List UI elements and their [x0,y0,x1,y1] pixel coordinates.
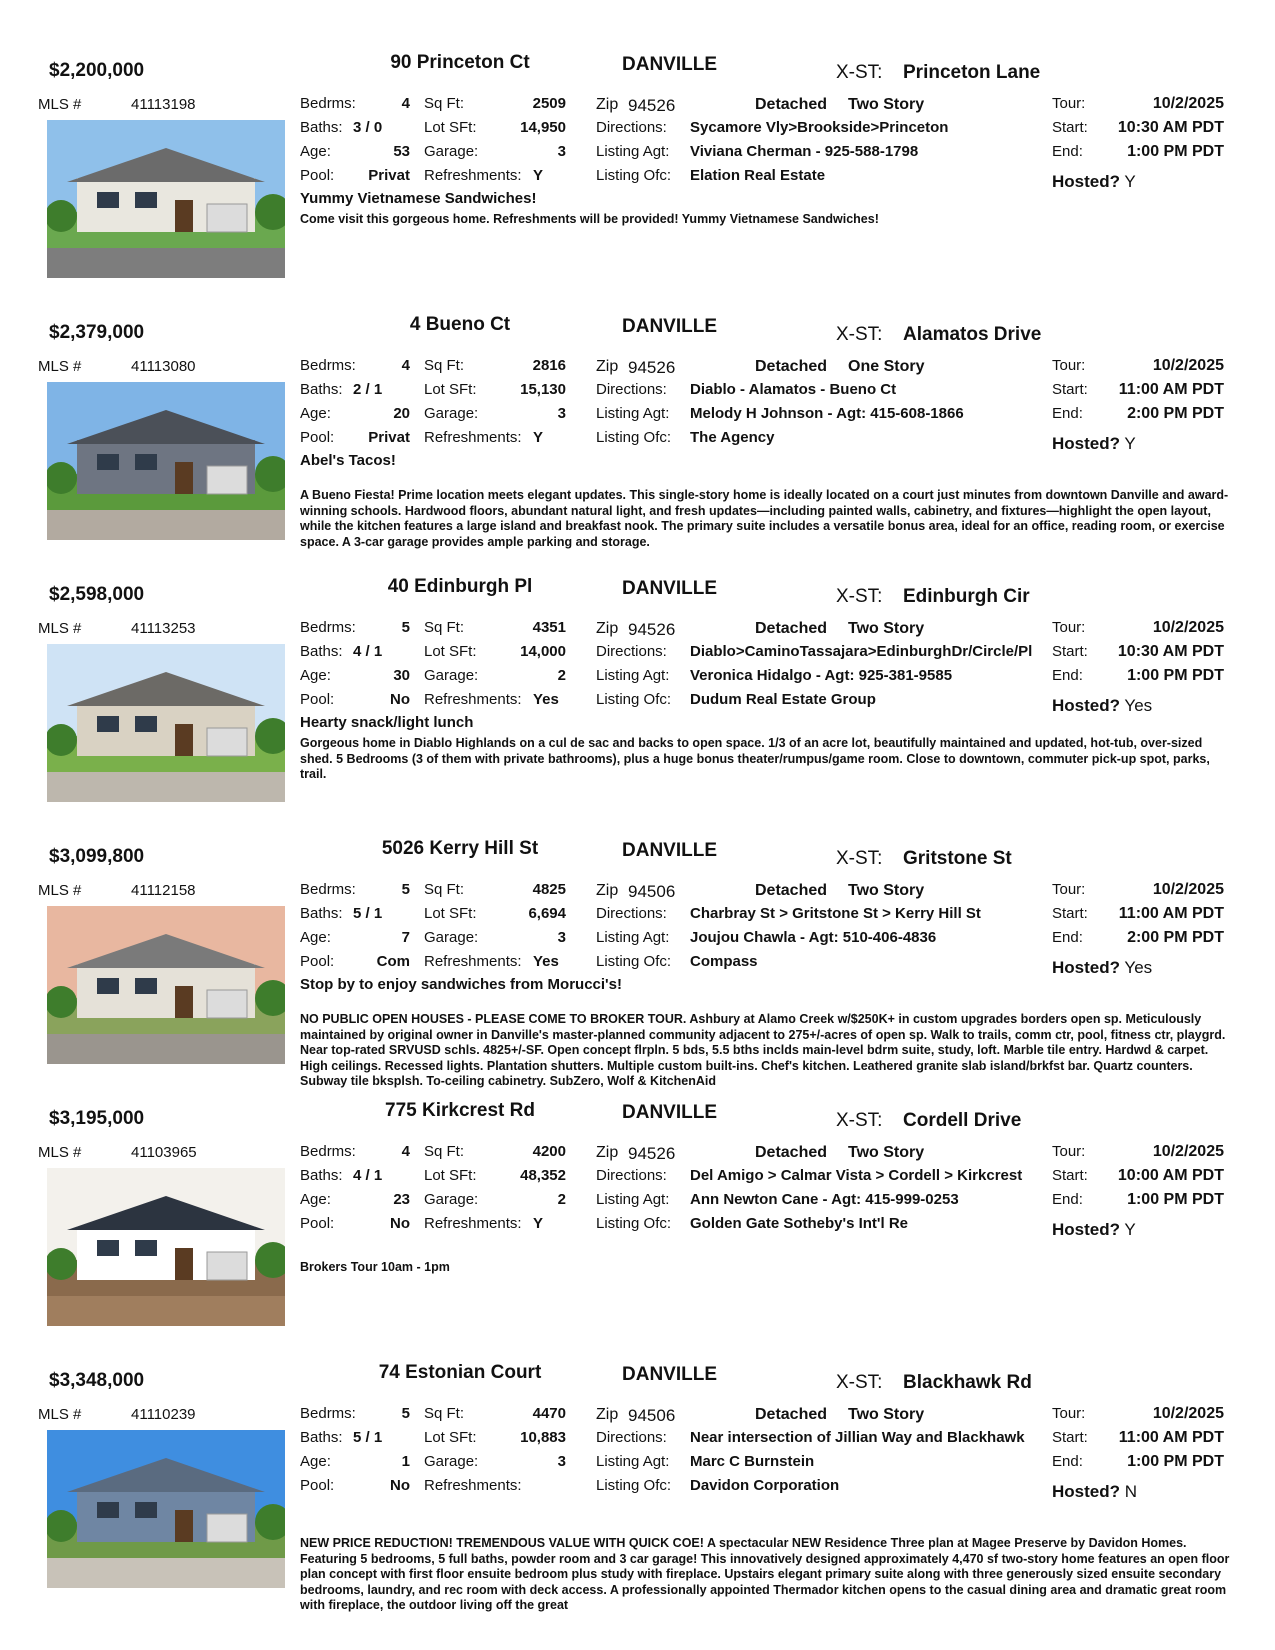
zip-value: 94526 [628,358,676,377]
property-type: Detached [755,1406,828,1423]
house-photo-illustration [47,1430,285,1588]
zip-value: 94526 [628,620,676,639]
hosted-row [1052,172,1136,192]
garage-value: 3 [557,405,566,422]
listing-office-label: Listing Ofc: [596,1215,672,1232]
garage-label: Garage: [424,667,479,684]
tour-date: 10/2/2025 [1152,1405,1224,1422]
age-label: Age: [300,929,331,946]
listing-office-value: Elation Real Estate [690,167,826,184]
refreshments-value: Y [533,1215,544,1232]
bedrooms-value: 5 [401,881,410,898]
listing-office-label: Listing Ofc: [596,1477,672,1494]
hosted-label: Hosted? [1052,172,1120,191]
age-value: 23 [393,1191,410,1208]
start-time: 11:00 AM PDT [1118,905,1224,922]
baths-value: 5 / 1 [353,1429,383,1446]
zip-label: Zip [596,358,619,375]
lot-sqft-label: Lot SFt: [424,1429,477,1446]
address: 74 Estonian Court [378,1362,542,1383]
garage-value: 3 [557,1453,566,1470]
listing-agent-label: Listing Agt: [596,1191,670,1208]
refreshments-label: Refreshments: [424,167,522,184]
lot-sqft-label: Lot SFt: [424,905,477,922]
mls-number: 41112158 [131,882,196,899]
stories: Two Story [848,96,925,113]
sqft-value: 2509 [532,95,566,112]
mls-number: 41113080 [131,358,196,375]
open-house-note: Abel's Tacos! [300,452,396,469]
listing-agent-value: Veronica Hidalgo - Agt: 925-381-9585 [690,667,953,684]
zip-label: Zip [596,882,619,899]
refreshments-value: Y [533,167,544,184]
garage-value: 3 [557,929,566,946]
baths-label: Baths: [300,1167,343,1184]
pool-label: Pool: [300,1477,335,1494]
address: 4 Bueno Ct [409,314,511,335]
sqft-value: 4351 [532,619,566,636]
property-photo [47,644,285,802]
age-label: Age: [300,1453,331,1470]
age-value: 1 [401,1453,410,1470]
bedrooms-label: Bedrms: [300,619,356,636]
bedrooms-label: Bedrms: [300,881,356,898]
cross-street-value: Cordell Drive [903,1110,1022,1131]
end-label: End: [1052,667,1083,684]
cross-street-value: Alamatos Drive [903,324,1042,345]
tour-label: Tour: [1052,1143,1086,1160]
address: 775 Kirkcrest Rd [385,1100,535,1121]
end-label: End: [1052,405,1083,422]
listing-agent-label: Listing Agt: [596,405,670,422]
garage-label: Garage: [424,405,479,422]
start-label: Start: [1052,1167,1088,1184]
zip-label: Zip [596,620,619,637]
sqft-label: Sq Ft: [424,1143,465,1160]
baths-value: 3 / 0 [353,119,383,136]
open-house-note: Hearty snack/light lunch [300,714,474,731]
zip-label: Zip [596,96,619,113]
hosted-row [1052,958,1152,978]
price: $2,598,000 [49,584,145,605]
end-time: 1:00 PM PDT [1127,1191,1224,1208]
pool-label: Pool: [300,1215,335,1232]
garage-label: Garage: [424,1453,479,1470]
mls-label: MLS # [38,1144,82,1161]
directions-label: Directions: [596,905,667,922]
tour-label: Tour: [1052,95,1086,112]
price: $3,348,000 [49,1370,145,1391]
mls-label: MLS # [38,620,82,637]
cross-street-label: X-ST: [836,1110,883,1131]
listing-office-value: Golden Gate Sotheby's Int'l Re [690,1215,908,1232]
lot-sqft-label: Lot SFt: [424,381,477,398]
directions-value: Diablo>CaminoTassajara>EdinburghDr/Circle/Pl [690,643,1033,660]
end-time: 2:00 PM PDT [1127,929,1224,946]
garage-label: Garage: [424,929,479,946]
listing-description: NEW PRICE REDUCTION! TREMENDOUS VALUE WITH QUICK COE! A spectacular NEW Residence Three plan at Magee Preserve by Davidon Homes. Featuring 5 bedrooms, 5 full baths, powder room and 3 car garage! This innovatively designed approximately 4,470 sf two-story home features an open floor plan concept with first floor ensuite bedroom plus study with fireplace. Upstairs elegant primary suite along with three generously sized ensuite secondary bedrooms, laundry, and rec room with deck access. A professionally appointed Thermador kitchen opens to the casual dining area and dramatic great room with fireplace, the outdoor living off the great [300,1536,1230,1612]
hosted-label: Hosted? [1052,434,1120,453]
cross-street-value: Edinburgh Cir [903,586,1030,607]
city: DANVILLE [622,316,717,337]
bedrooms-value: 4 [401,357,410,374]
listing-office-value: Dudum Real Estate Group [690,691,876,708]
price: $2,200,000 [49,60,145,81]
refreshments-value: Y [533,429,544,446]
age-label: Age: [300,667,331,684]
tour-date: 10/2/2025 [1152,95,1224,112]
pool-value: No [390,691,410,708]
end-time: 1:00 PM PDT [1127,1453,1224,1470]
lot-sqft-value: 14,000 [520,643,566,660]
property-type: Detached [755,1144,828,1161]
sqft-value: 2816 [532,357,566,374]
garage-value: 2 [557,1191,566,1208]
pool-label: Pool: [300,167,335,184]
house-photo-illustration [47,1168,285,1326]
sqft-value: 4470 [532,1405,566,1422]
cross-street-value: Princeton Lane [903,62,1041,83]
bedrooms-value: 5 [401,619,410,636]
tour-label: Tour: [1052,881,1086,898]
listing-card [0,1348,1275,1612]
mls-number: 41113198 [131,96,196,113]
directions-label: Directions: [596,119,667,136]
listing-agent-label: Listing Agt: [596,929,670,946]
stories: Two Story [848,620,925,637]
lot-sqft-value: 15,130 [520,381,566,398]
pool-label: Pool: [300,691,335,708]
tour-date: 10/2/2025 [1152,357,1224,374]
bedrooms-label: Bedrms: [300,1143,356,1160]
house-photo-illustration [47,644,285,802]
garage-value: 3 [557,143,566,160]
bedrooms-label: Bedrms: [300,95,356,112]
listing-description: Brokers Tour 10am - 1pm [300,1260,450,1274]
garage-value: 2 [557,667,566,684]
listing-office-value: Davidon Corporation [690,1477,840,1494]
hosted-row [1052,434,1136,454]
end-time: 2:00 PM PDT [1127,405,1224,422]
address: 40 Edinburgh Pl [387,576,533,597]
baths-value: 2 / 1 [353,381,383,398]
listing-card [0,824,1275,1088]
zip-value: 94526 [628,96,676,115]
listing-card [0,300,1275,560]
sqft-value: 4825 [532,881,566,898]
age-value: 20 [393,405,410,422]
bedrooms-value: 4 [401,95,410,112]
start-label: Start: [1052,119,1088,136]
pool-label: Pool: [300,429,335,446]
start-label: Start: [1052,1429,1088,1446]
hosted-value: Y [1124,434,1136,453]
listing-card [0,38,1275,298]
listing-agent-value: Joujou Chawla - Agt: 510-406-4836 [690,929,937,946]
directions-value: Sycamore Vly>Brookside>Princeton [690,119,949,136]
hosted-row [1052,1220,1136,1240]
listing-office-label: Listing Ofc: [596,953,672,970]
cross-street-value: Gritstone St [903,848,1012,869]
baths-value: 4 / 1 [353,1167,383,1184]
start-time: 10:30 AM PDT [1117,119,1224,136]
start-time: 11:00 AM PDT [1118,381,1224,398]
lot-sqft-label: Lot SFt: [424,643,477,660]
property-type: Detached [755,358,828,375]
sqft-label: Sq Ft: [424,881,465,898]
tour-label: Tour: [1052,1405,1086,1422]
tour-date: 10/2/2025 [1152,881,1224,898]
baths-value: 5 / 1 [353,905,383,922]
hosted-value: N [1124,1482,1138,1501]
sqft-label: Sq Ft: [424,1405,465,1422]
lot-sqft-value: 6,694 [528,905,566,922]
directions-value: Charbray St > Gritstone St > Kerry Hill St [690,905,981,922]
cross-street-label: X-ST: [836,586,883,607]
open-house-note: Yummy Vietnamese Sandwiches! [300,190,537,207]
end-time: 1:00 PM PDT [1127,143,1224,160]
baths-value: 4 / 1 [353,643,383,660]
stories: Two Story [848,882,925,899]
listing-agent-value: Marc C Burnstein [690,1453,815,1470]
listing-agent-value: Melody H Johnson - Agt: 415-608-1866 [690,405,964,422]
mls-label: MLS # [38,882,82,899]
pool-value: Privat [368,429,410,446]
mls-label: MLS # [38,96,82,113]
listing-office-value: Compass [690,953,758,970]
city: DANVILLE [622,1364,717,1385]
start-time: 10:30 AM PDT [1117,643,1224,660]
sqft-value: 4200 [532,1143,566,1160]
refreshments-value: Yes [533,953,559,970]
listing-description: Gorgeous home in Diablo Highlands on a cul de sac and backs to open space. 1/3 of an acre lot, beautifully maintained and updated, hot-tub, over-sized shed. 5 Bedrooms (3 of them with private bathrooms), plus a huge bonus theater/rumpus/game room. Close to downtown, commuter pick-up spot, parks, trail. [300,736,1210,781]
age-label: Age: [300,143,331,160]
start-time: 10:00 AM PDT [1117,1167,1224,1184]
start-label: Start: [1052,381,1088,398]
mls-label: MLS # [38,358,82,375]
bedrooms-value: 5 [401,1405,410,1422]
listing-description: Come visit this gorgeous home. Refreshments will be provided! Yummy Vietnamese Sandwiches! [300,212,879,226]
property-type: Detached [755,620,828,637]
city: DANVILLE [622,840,717,861]
listing-office-label: Listing Ofc: [596,429,672,446]
zip-value: 94506 [628,1406,676,1425]
listing-office-value: The Agency [690,429,775,446]
listing-agent-value: Viviana Cherman - 925-588-1798 [690,143,919,160]
bedrooms-value: 4 [401,1143,410,1160]
end-label: End: [1052,143,1083,160]
lot-sqft-value: 48,352 [520,1167,566,1184]
baths-label: Baths: [300,381,343,398]
sqft-label: Sq Ft: [424,619,465,636]
mls-label: MLS # [38,1406,82,1423]
bedrooms-label: Bedrms: [300,357,356,374]
refreshments-value: Yes [533,691,559,708]
garage-label: Garage: [424,1191,479,1208]
address: 5026 Kerry Hill St [381,838,539,859]
directions-label: Directions: [596,643,667,660]
lot-sqft-value: 14,950 [520,119,566,136]
end-time: 1:00 PM PDT [1127,667,1224,684]
end-label: End: [1052,929,1083,946]
refreshments-label: Refreshments: [424,1477,522,1494]
address: 90 Princeton Ct [390,52,530,73]
stories: Two Story [848,1144,925,1161]
age-value: 30 [393,667,410,684]
age-value: 53 [393,143,410,160]
city: DANVILLE [622,578,717,599]
cross-street-label: X-ST: [836,62,883,83]
listing-agent-value: Ann Newton Cane - Agt: 415-999-0253 [690,1191,959,1208]
listing-card [0,1086,1275,1346]
refreshments-label: Refreshments: [424,953,522,970]
age-value: 7 [401,929,410,946]
refreshments-label: Refreshments: [424,1215,522,1232]
refreshments-label: Refreshments: [424,691,522,708]
listing-agent-label: Listing Agt: [596,143,670,160]
city: DANVILLE [622,1102,717,1123]
tour-label: Tour: [1052,619,1086,636]
lot-sqft-value: 10,883 [520,1429,566,1446]
garage-label: Garage: [424,143,479,160]
cross-street-label: X-ST: [836,324,883,345]
price: $3,099,800 [49,846,145,867]
listing-agent-label: Listing Agt: [596,1453,670,1470]
zip-label: Zip [596,1144,619,1161]
pool-value: Privat [368,167,410,184]
hosted-value: Y [1124,172,1136,191]
directions-label: Directions: [596,381,667,398]
zip-value: 94506 [628,882,676,901]
tour-label: Tour: [1052,357,1086,374]
hosted-label: Hosted? [1052,1220,1120,1239]
directions-label: Directions: [596,1429,667,1446]
refreshments-label: Refreshments: [424,429,522,446]
zip-label: Zip [596,1406,619,1423]
property-type: Detached [755,882,828,899]
end-label: End: [1052,1453,1083,1470]
mls-number: 41110239 [131,1406,196,1423]
baths-label: Baths: [300,1429,343,1446]
house-photo-illustration [47,382,285,540]
hosted-label: Hosted? [1052,696,1120,715]
listing-description: NO PUBLIC OPEN HOUSES - PLEASE COME TO BROKER TOUR. Ashbury at Alamo Creek w/$250K+ in custom upgrades borders open sp. Meticulously maintained by original owner in Danville's master-planned community adjacent to 275+/-acres of open sp. Walk to trails, comm ctr, pool, fitness ctr, playgrd. Near top-rated SRVUSD schls. 4825+/-SF. Open concept flrpln. 5 bds, 5.5 bths inclds main-level bdrm suite, study, loft. Marble tile entry. Hardwd & carpet. High ceilings. Recessed lights. Plantation shutters. Multiple custom built-ins. Chef's kitchen. Leathered granite slab island/brkfst bar. Quartz counters. Subway tile bksplsh. To-ceiling cabinetry. SubZero, Wolf & KitchenAid [300,1012,1226,1088]
mls-number: 41113253 [131,620,196,637]
directions-value: Near intersection of Jillian Way and Blackhawk [690,1429,1025,1446]
start-label: Start: [1052,905,1088,922]
cross-street-label: X-ST: [836,1372,883,1393]
listing-office-label: Listing Ofc: [596,691,672,708]
start-time: 11:00 AM PDT [1118,1429,1224,1446]
cross-street-label: X-ST: [836,848,883,869]
house-photo-illustration [47,120,285,278]
price: $3,195,000 [49,1108,145,1129]
sqft-label: Sq Ft: [424,357,465,374]
stories: One Story [848,358,925,375]
start-label: Start: [1052,643,1088,660]
pool-value: No [390,1477,410,1494]
directions-value: Del Amigo > Calmar Vista > Cordell > Kirkcrest [690,1167,1023,1184]
sqft-label: Sq Ft: [424,95,465,112]
pool-label: Pool: [300,953,335,970]
baths-label: Baths: [300,119,343,136]
open-house-note: Stop by to enjoy sandwiches from Morucci's! [300,976,622,993]
property-photo [47,382,285,540]
pool-value: No [390,1215,410,1232]
listing-office-label: Listing Ofc: [596,167,672,184]
hosted-value: Yes [1124,696,1153,715]
cross-street-value: Blackhawk Rd [903,1372,1032,1393]
house-photo-illustration [47,906,285,1064]
property-photo [47,1168,285,1326]
lot-sqft-label: Lot SFt: [424,1167,477,1184]
stories: Two Story [848,1406,925,1423]
property-photo [47,120,285,278]
end-label: End: [1052,1191,1083,1208]
baths-label: Baths: [300,905,343,922]
property-photo [47,1430,285,1588]
city: DANVILLE [622,54,717,75]
property-photo [47,906,285,1064]
directions-label: Directions: [596,1167,667,1184]
tour-date: 10/2/2025 [1152,619,1224,636]
listing-agent-label: Listing Agt: [596,667,670,684]
baths-label: Baths: [300,643,343,660]
hosted-label: Hosted? [1052,1482,1120,1501]
lot-sqft-label: Lot SFt: [424,119,477,136]
bedrooms-label: Bedrms: [300,1405,356,1422]
hosted-value: Yes [1124,958,1153,977]
directions-value: Diablo - Alamatos - Bueno Ct [690,381,897,398]
hosted-label: Hosted? [1052,958,1120,977]
zip-value: 94526 [628,1144,676,1163]
age-label: Age: [300,405,331,422]
hosted-row [1052,696,1152,716]
hosted-value: Y [1124,1220,1136,1239]
hosted-row [1052,1482,1137,1502]
tour-date: 10/2/2025 [1152,1143,1224,1160]
listing-card [0,562,1275,822]
age-label: Age: [300,1191,331,1208]
property-type: Detached [755,96,828,113]
price: $2,379,000 [49,322,145,343]
pool-value: Com [376,953,410,970]
mls-number: 41103965 [131,1144,197,1161]
listing-description: A Bueno Fiesta! Prime location meets elegant updates. This single-story home is ideally located on a court just minutes from downtown Danville and award-winning schools. Hardwood floors, abundant natural light, and fresh updates—including painted walls, cabinetry, and fixtures—highlight the open layout, while the kitchen features a large island and breakfast nook. The primary suite includes a versatile bonus area, ideal for an office, reading room, or exercise space. A 3-car garage provides ample parking and storage. [300,488,1229,549]
